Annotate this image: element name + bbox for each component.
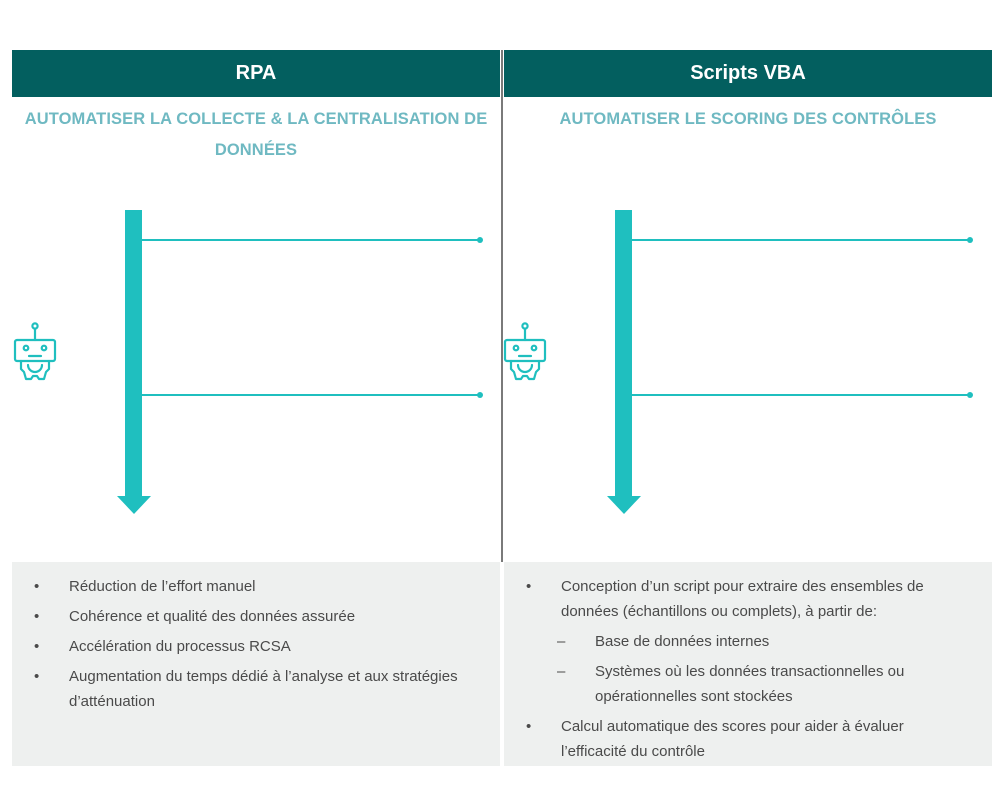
flow-branch-dot	[967, 392, 973, 398]
robot-icon	[500, 320, 550, 390]
column-rpa	[12, 50, 500, 166]
list-item-text: Accélération du processus RCSA	[69, 638, 291, 655]
bullet-marker: •	[34, 608, 40, 625]
robot-icon	[10, 320, 60, 390]
column-header-vba: Scripts VBA	[504, 50, 992, 97]
flow-arrow-head	[117, 496, 151, 514]
list-item-text: Calcul automatique des scores pour aider à évaluer l’efficacité du contrôle	[561, 718, 904, 760]
list-item	[504, 714, 972, 764]
bullet-marker: •	[526, 718, 532, 735]
list-item	[12, 574, 480, 599]
list-item	[12, 604, 480, 629]
column-vba	[504, 50, 992, 135]
bullet-marker: •	[34, 668, 40, 685]
benefits-panel-vba	[504, 562, 992, 766]
flow-branch-line	[632, 394, 970, 396]
column-header-rpa: RPA	[12, 50, 500, 97]
benefits-panel-rpa	[12, 562, 500, 766]
flow-branch-line	[142, 239, 480, 241]
list-item-text: Cohérence et qualité des données assurée	[69, 608, 356, 625]
bullet-marker: •	[34, 638, 40, 655]
column-subtitle-rpa: AUTOMATISER LA COLLECTE & LA CENTRALISATION DE DONNÉES	[24, 110, 488, 159]
flow-branch-dot	[967, 237, 973, 243]
flow-branch-line	[632, 239, 970, 241]
flow-arrow-head	[607, 496, 641, 514]
bullet-marker: •	[526, 578, 532, 595]
list-item	[12, 634, 480, 659]
list-item	[504, 574, 972, 624]
flow-arrow-shaft	[615, 210, 632, 498]
flow-branch-dot	[477, 237, 483, 243]
flow-diagram-vba	[490, 200, 978, 520]
flow-branch-line	[142, 394, 480, 396]
flow-arrow-shaft	[125, 210, 142, 498]
dash-marker: –	[557, 663, 566, 680]
bullet-list	[504, 562, 992, 764]
dash-marker: –	[557, 633, 566, 650]
bullet-marker: •	[34, 578, 40, 595]
list-item-text: Augmentation du temps dédié à l’analyse et aux stratégies d’atténuation	[69, 668, 458, 710]
sub-list-item	[504, 659, 972, 709]
list-item-text: Conception d’un script pour extraire des ensembles de données (échantillons ou complets), à partir de:	[561, 578, 924, 620]
flow-diagram-rpa	[0, 200, 488, 520]
list-item	[12, 664, 480, 714]
list-item-text: Réduction de l’effort manuel	[69, 578, 256, 595]
column-subtitle-vba: AUTOMATISER LE SCORING DES CONTRÔLES	[559, 110, 937, 128]
list-item-text: Systèmes où les données transactionnelles ou opérationnelles sont stockées	[595, 663, 905, 705]
sub-list-item	[504, 629, 972, 654]
bullet-list	[12, 562, 500, 714]
list-item-text: Base de données internes	[595, 633, 770, 650]
flow-branch-dot	[477, 392, 483, 398]
